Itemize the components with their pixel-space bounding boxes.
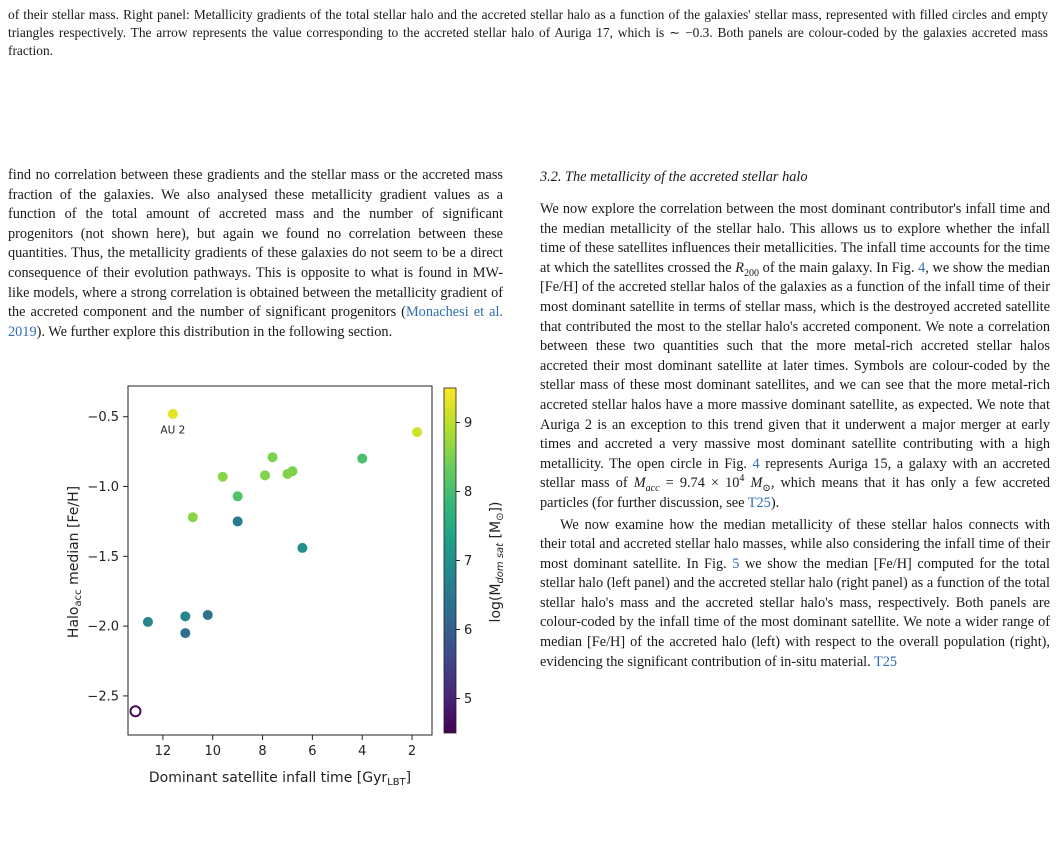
data-point	[143, 617, 153, 627]
data-point	[297, 543, 307, 553]
colorbar-tick-label: 5	[464, 692, 473, 707]
text-run: find no correlation between these gradients and the stellar mass or the accreted mass fraction of the galaxies. We also analysed these metallicity gradient values as a function of the total amount of accreted mass and the number of significant progenitors (not shown here), but again we found no correlation between these quantities. Thus, the metallicity gradients of these galaxies do not seem to be a direct consequence of their evolution pathways. This is opposite to what is found in MW-like models, where a strong correlation is obtained between the metallicity gradient of the accreted component and the number of significant progenitors (	[8, 167, 503, 321]
figure-caption	[8, 6, 1048, 60]
math-exponent: 4	[739, 473, 745, 485]
x-tick-label: 10	[204, 744, 221, 759]
figure-ref-link[interactable]: 5	[732, 555, 740, 572]
y-tick-label: −2.0	[87, 619, 119, 635]
data-point	[233, 516, 243, 526]
right-paragraph-1	[540, 200, 1050, 514]
math-subscript: 200	[743, 267, 759, 279]
math-symbol: R	[735, 259, 744, 276]
data-point	[180, 628, 190, 638]
x-tick-label: 4	[358, 744, 367, 759]
data-point	[188, 512, 198, 522]
x-tick-label: 8	[258, 744, 267, 759]
scatter-figure	[48, 380, 518, 820]
data-points	[130, 409, 422, 716]
math-value: = 9.74 × 10	[659, 475, 740, 492]
text-run: ).	[770, 494, 780, 511]
data-point	[218, 472, 228, 482]
x-tick-label: 12	[154, 744, 172, 759]
right-column	[540, 168, 1050, 672]
text-run: , which means that it has only a few accreted particles (for further discussion, see	[540, 475, 1050, 511]
annotation-au2: AU 2	[160, 424, 186, 437]
colorbar	[444, 388, 456, 733]
x-axis	[155, 735, 417, 759]
math-subscript: acc	[645, 483, 660, 495]
colorbar-ticks	[456, 416, 472, 707]
y-tick-label: −1.0	[87, 480, 119, 496]
math-symbol: M	[633, 475, 646, 492]
data-point	[412, 427, 422, 437]
text-run: we show the median [Fe/H] computed for the total stellar halo (left panel) and the accreted stellar halo (right panel) as a function of the total stellar halo's mass and the accreted stellar halo's mass, respectively. Both panels are colour-coded by the infall time of the most dominant satellite. We note a wider range of median [Fe/H] of the accreted halo (left) with respect to the overall population (right), evidencing the significant contribution of in-situ material.	[540, 555, 1050, 670]
caption-text: of their stellar mass. Right panel: Metallicity gradients of the total stellar halo and the accreted stellar halo as a function of the galaxies' stellar mass, represented with filled circles and empty triangles respectively. The arrow represents the value corresponding to the accreted stellar halo of Auriga 17, which is ∼ −0.3. Both panels are colour-coded by the galaxies accreted mass fraction.	[8, 7, 1048, 58]
y-axis	[87, 410, 128, 704]
text-run: , we show the median [Fe/H] of the accreted stellar halos of the galaxies as a function of the infall time of their most dominant satellite in terms of stellar mass, which is the destroyed accreted satellite that contributed the most to the stellar halo's accreted component. We note a correlation between these two quantities such that the more metal-rich accreted stellar halos accreted their most dominant satellite at later times. Symbols are colour-coded by the stellar mass of these most dominant satellites, and we can see that the more metal-rich accreted stellar halos have a more massive dominant satellite, as expected. We note that Auriga 2 is an exception to this trend given that it underwent a major merger at early times and accreted a very massive most dominant satellite contributing with a high metallicity. The open circle in Fig.	[540, 259, 1050, 472]
math-symbol: M	[744, 475, 763, 492]
open-data-point	[130, 706, 140, 716]
left-paragraph	[8, 166, 503, 342]
data-point	[180, 611, 190, 621]
colorbar-tick-label: 9	[464, 416, 473, 431]
y-tick-label: −1.5	[87, 549, 119, 565]
section-title: 3.2. The metallicity of the accreted stellar halo	[540, 169, 808, 185]
data-point	[203, 610, 213, 620]
left-column	[8, 166, 503, 342]
data-point	[282, 469, 292, 479]
figure-ref-link[interactable]: 4	[752, 455, 760, 472]
data-point	[268, 452, 278, 462]
data-point	[168, 409, 178, 419]
data-point	[357, 454, 367, 464]
x-axis-label: Dominant satellite infall time [Gyr$_{LBT}$]	[148, 770, 412, 788]
data-point	[260, 470, 270, 480]
y-tick-label: −2.5	[87, 689, 119, 705]
text-run: of the main galaxy. In Fig.	[758, 259, 919, 276]
colorbar-tick-label: 7	[464, 554, 473, 569]
citation-link-t25[interactable]: T25	[747, 494, 771, 511]
colorbar-tick-label: 8	[464, 485, 473, 500]
colorbar-tick-label: 6	[464, 623, 473, 638]
data-point	[233, 491, 243, 501]
text-run: ). We further explore this distribution in the following section.	[36, 323, 393, 340]
text-run: represents Auriga 15, a galaxy with an accreted stellar mass of	[540, 455, 1050, 492]
figure-ref-link[interactable]: 4	[918, 259, 926, 276]
x-tick-label: 2	[407, 744, 417, 759]
y-axis-label: Halo$_{acc}$ median [Fe/H]	[66, 485, 84, 639]
citation-link-t25[interactable]: T25	[874, 653, 898, 670]
right-paragraph-2	[540, 516, 1050, 673]
colorbar-label: $\log(M_{dom sat}$ $[M_⊙]$)	[488, 501, 506, 623]
plot-area	[128, 386, 432, 735]
x-tick-label: 6	[308, 744, 317, 759]
y-tick-label: −0.5	[87, 410, 119, 426]
citation-link-monachesi[interactable]: Monachesi et al. 2019	[8, 304, 503, 340]
math-subscript: ⊙	[762, 483, 771, 495]
text-run: We now examine how the median metallicity of these stellar halos connects with their total and accreted stellar halo masses, while also considering the infall time of their most dominant satellite. In Fig.	[540, 516, 1050, 572]
text-run: We now explore the correlation between the most dominant contributor's infall time and the median metallicity of the stellar halo. This allows us to explore whether the infall time of these satellites influences their metallicities. The infall time accounts for the time at which the satellites crossed the	[540, 201, 1050, 276]
